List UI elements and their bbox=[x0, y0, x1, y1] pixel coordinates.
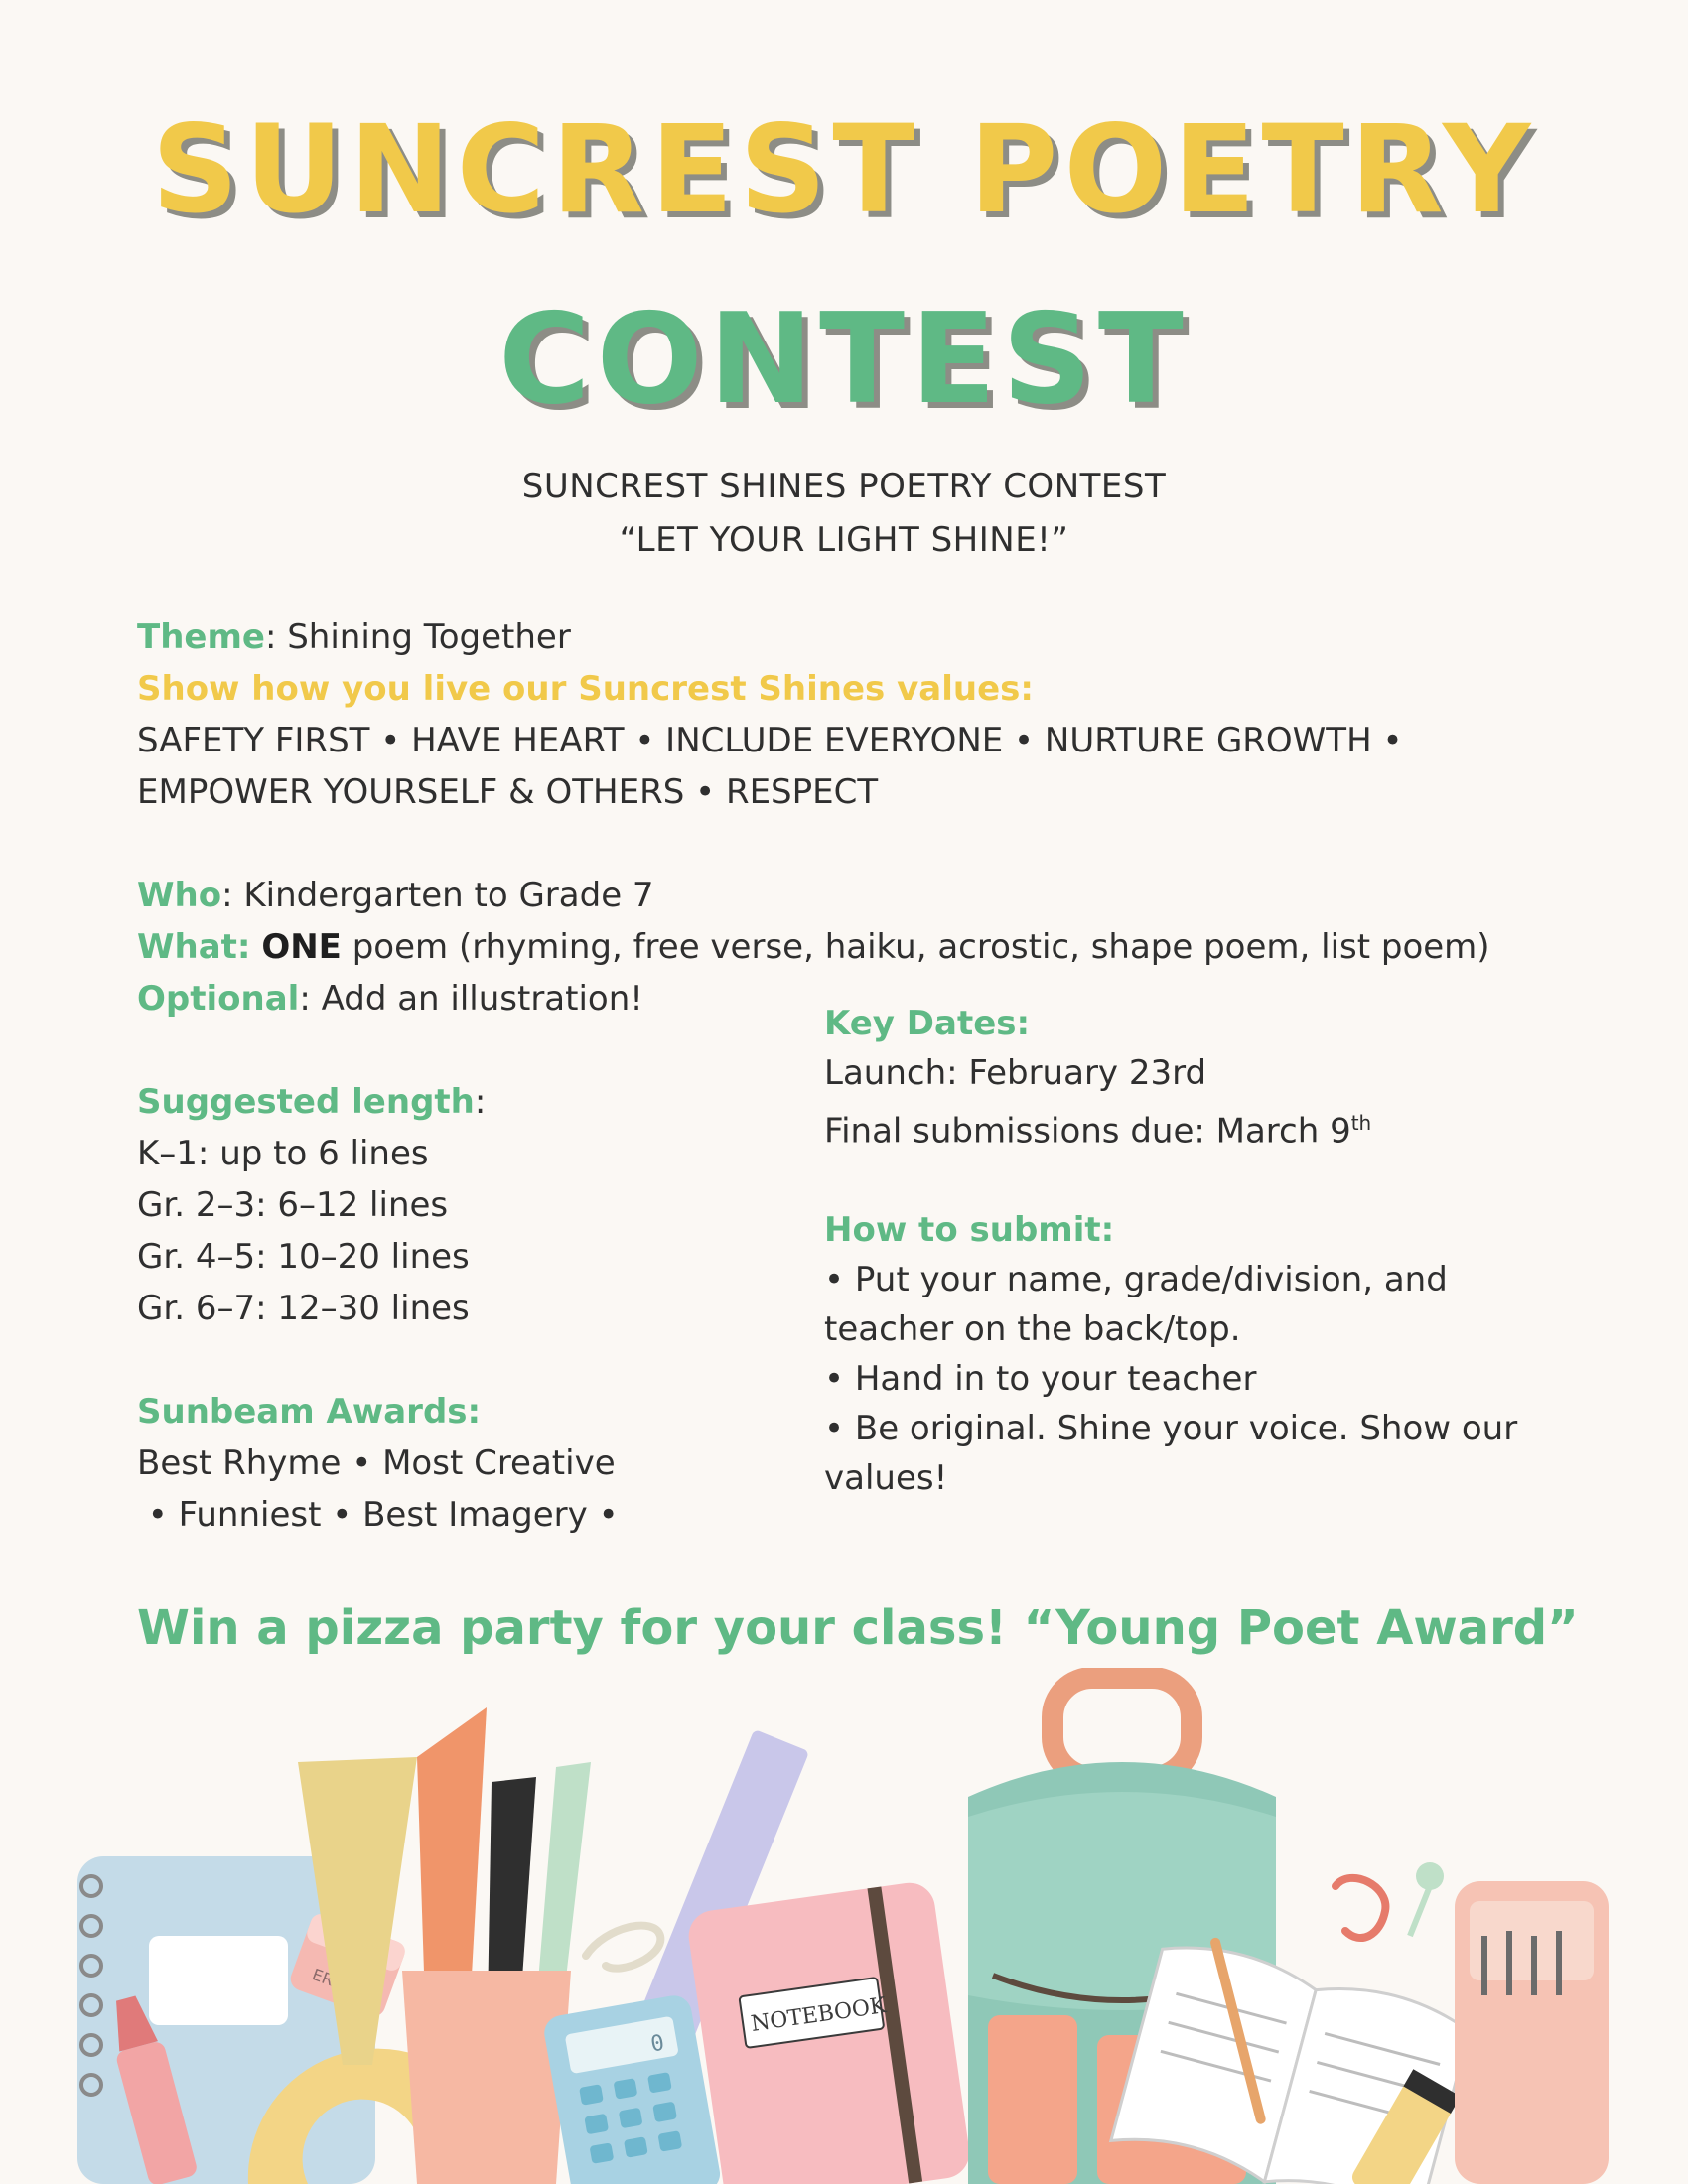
notebook-icon bbox=[685, 1879, 972, 2184]
who-value: : Kindergarten to Grade 7 bbox=[221, 876, 654, 915]
final-date: Final submissions due: March 9th bbox=[824, 1111, 1372, 1152]
title-line-2: CONTEST bbox=[498, 286, 1190, 432]
red-paperclip-icon bbox=[1336, 1878, 1385, 1938]
pizza-prize: Win a pizza party for your class! “Young Poet Award” bbox=[137, 1600, 1579, 1656]
values-line-2: EMPOWER YOURSELF & OTHERS • RESPECT bbox=[137, 772, 879, 812]
length-item: Gr. 6–7: 12–30 lines bbox=[137, 1289, 470, 1328]
svg-text:NOTEBOOK: NOTEBOOK bbox=[749, 1993, 888, 2037]
submit-item: • Be original. Shine your voice. Show our values! bbox=[824, 1409, 1518, 1499]
launch-date: Launch: February 23rd bbox=[824, 1053, 1207, 1093]
subtitle-slogan: “LET YOUR LIGHT SHINE!” bbox=[619, 520, 1069, 560]
length-item: Gr. 2–3: 6–12 lines bbox=[137, 1185, 449, 1225]
key-dates-heading: Key Dates: bbox=[824, 1004, 1031, 1043]
length-item: Gr. 4–5: 10–20 lines bbox=[137, 1237, 470, 1277]
length-heading bbox=[137, 1076, 753, 1128]
pencil-case-icon bbox=[1455, 1881, 1609, 2184]
submit-item: • Hand in to your teacher bbox=[824, 1359, 1257, 1400]
what-bold: ONE bbox=[261, 927, 342, 967]
paperclip-icon bbox=[586, 1926, 660, 1969]
title-line-1: SUNCREST POETRY bbox=[151, 99, 1537, 240]
submit-item: • Put your name, grade/division, and teacher on the back/top. bbox=[824, 1260, 1448, 1350]
theme-label: Theme bbox=[137, 617, 265, 657]
what-line bbox=[137, 921, 1490, 973]
theme-line bbox=[137, 612, 571, 663]
awards-heading: Sunbeam Awards: bbox=[137, 1392, 482, 1432]
pushpin-icon bbox=[1410, 1862, 1444, 1936]
what-label: What: bbox=[137, 927, 251, 967]
values-heading: Show how you live our Suncrest Shines values: bbox=[137, 669, 1034, 709]
optional-value: : Add an illustration! bbox=[299, 979, 643, 1019]
length-label: Suggested length bbox=[137, 1082, 475, 1122]
awards-line-2: • Funniest • Best Imagery • bbox=[137, 1495, 619, 1535]
awards-line-1: Best Rhyme • Most Creative bbox=[137, 1443, 616, 1483]
subtitle-contest-name: SUNCREST SHINES POETRY CONTEST bbox=[521, 467, 1167, 506]
values-line-1: SAFETY FIRST • HAVE HEART • INCLUDE EVERYONE • NURTURE GROWTH • bbox=[137, 721, 1403, 760]
what-value: poem (rhyming, free verse, haiku, acrostic, shape poem, list poem) bbox=[341, 927, 1490, 967]
who-line bbox=[137, 870, 654, 921]
svg-text:0: 0 bbox=[648, 2030, 666, 2058]
submit-heading: How to submit: bbox=[824, 1210, 1115, 1251]
theme-value: : Shining Together bbox=[264, 617, 571, 657]
left-column bbox=[137, 1076, 753, 1541]
optional-line bbox=[137, 973, 643, 1024]
school-supplies-illustration bbox=[0, 1668, 1688, 2184]
right-column bbox=[824, 999, 1519, 1503]
optional-label: Optional bbox=[137, 979, 300, 1019]
length-item: K–1: up to 6 lines bbox=[137, 1134, 429, 1173]
length-colon: : bbox=[474, 1082, 487, 1122]
who-label: Who bbox=[137, 876, 222, 915]
